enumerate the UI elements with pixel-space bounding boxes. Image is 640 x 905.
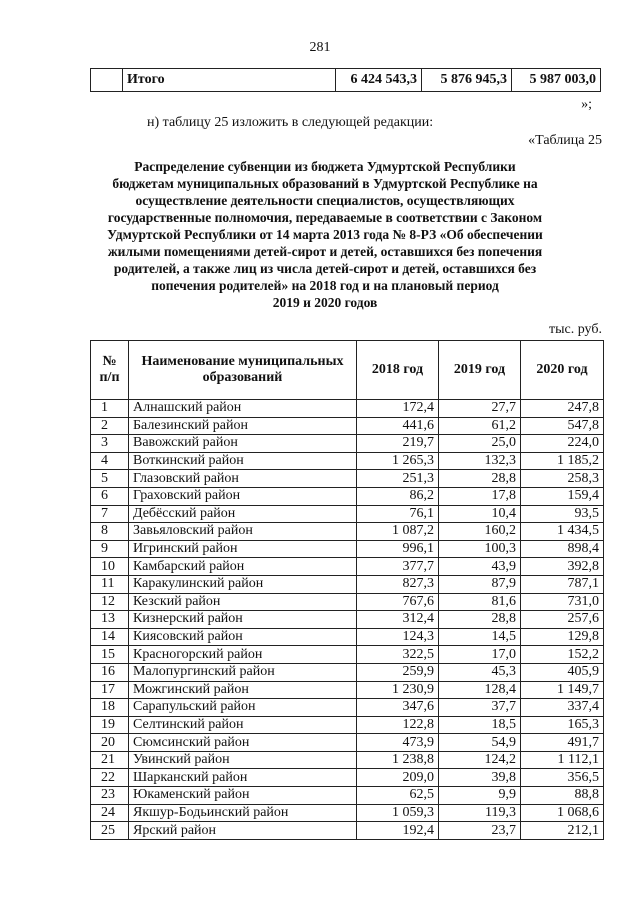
heading-line: родителей, а также лиц из числа детей-сирот и детей, оставшихся без [113, 261, 537, 276]
row-number: 17 [91, 681, 129, 699]
heading-line: бюджетам муниципальных образований в Удмуртской Республике на [112, 176, 538, 191]
row-2019: 87,9 [439, 575, 521, 593]
row-2020: 152,2 [521, 646, 604, 664]
row-number: 24 [91, 804, 129, 822]
row-2020: 212,1 [521, 822, 604, 840]
row-2018: 347,6 [357, 699, 439, 717]
row-2019: 54,9 [439, 734, 521, 752]
table-row [91, 470, 604, 488]
row-2019: 119,3 [439, 804, 521, 822]
heading-line: жилыми помещениями детей-сирот и детей, оставшихся без попечения [107, 244, 543, 259]
row-2018: 122,8 [357, 716, 439, 734]
row-2019: 17,0 [439, 646, 521, 664]
table-row [91, 487, 604, 505]
units-label: тыс. руб. [549, 322, 602, 337]
table-row [91, 558, 604, 576]
intro-text: н) таблицу 25 изложить в следующей редакции: [147, 115, 434, 130]
row-2019: 9,9 [439, 787, 521, 805]
row-number: 23 [91, 787, 129, 805]
row-2018: 259,9 [357, 663, 439, 681]
row-number: 1 [91, 400, 129, 418]
row-number: 22 [91, 769, 129, 787]
row-municipality: Киясовский район [129, 628, 357, 646]
row-2020: 787,1 [521, 575, 604, 593]
header-2019: 2019 год [439, 341, 521, 400]
row-2020: 337,4 [521, 699, 604, 717]
row-municipality: Малопургинский район [129, 663, 357, 681]
subvention-table [90, 340, 604, 840]
row-2019: 132,3 [439, 452, 521, 470]
row-2019: 128,4 [439, 681, 521, 699]
row-2019: 43,9 [439, 558, 521, 576]
header-name: Наименование муниципальных образований [129, 341, 357, 400]
row-municipality: Вавожский район [129, 435, 357, 453]
row-2018: 312,4 [357, 611, 439, 629]
row-2020: 88,8 [521, 787, 604, 805]
row-2019: 28,8 [439, 611, 521, 629]
row-2020: 491,7 [521, 734, 604, 752]
table-row [91, 734, 604, 752]
row-number: 19 [91, 716, 129, 734]
row-2018: 209,0 [357, 769, 439, 787]
row-2018: 827,3 [357, 575, 439, 593]
row-number: 10 [91, 558, 129, 576]
row-2018: 377,7 [357, 558, 439, 576]
row-2020: 93,5 [521, 505, 604, 523]
table-row [91, 646, 604, 664]
row-municipality: Шарканский район [129, 769, 357, 787]
total-2019: 5 876 945,3 [422, 69, 512, 92]
header-2020: 2020 год [521, 341, 604, 400]
row-2020: 1 149,7 [521, 681, 604, 699]
row-2018: 1 265,3 [357, 452, 439, 470]
row-2020: 547,8 [521, 417, 604, 435]
row-2019: 100,3 [439, 540, 521, 558]
row-2020: 392,8 [521, 558, 604, 576]
heading-line: Удмуртской Республики от 14 марта 2013 года № 8-РЗ «Об обеспечении [107, 227, 543, 242]
table-row [91, 452, 604, 470]
row-number: 6 [91, 487, 129, 505]
table-reference: «Таблица 25 [528, 133, 602, 148]
row-municipality: Якшур-Бодьинский район [129, 804, 357, 822]
row-2019: 18,5 [439, 716, 521, 734]
row-municipality: Кезский район [129, 593, 357, 611]
row-municipality: Селтинский район [129, 716, 357, 734]
row-2018: 1 238,8 [357, 751, 439, 769]
total-label: Итого [123, 69, 336, 92]
row-number: 5 [91, 470, 129, 488]
row-municipality: Сарапульский район [129, 699, 357, 717]
table-row [91, 787, 604, 805]
row-municipality: Каракулинский район [129, 575, 357, 593]
row-2020: 356,5 [521, 769, 604, 787]
heading-line: попечения родителей» на 2018 год и на плановый период [151, 278, 499, 293]
table-row [91, 716, 604, 734]
table-row [91, 575, 604, 593]
row-number: 12 [91, 593, 129, 611]
heading-line: 2019 и 2020 годов [272, 295, 378, 310]
row-number: 20 [91, 734, 129, 752]
row-2018: 124,3 [357, 628, 439, 646]
row-municipality: Камбарский район [129, 558, 357, 576]
row-municipality: Граховский район [129, 487, 357, 505]
row-2019: 27,7 [439, 400, 521, 418]
row-2019: 14,5 [439, 628, 521, 646]
row-municipality: Глазовский район [129, 470, 357, 488]
header-num: № п/п [91, 341, 129, 400]
row-2019: 17,8 [439, 487, 521, 505]
row-2020: 258,3 [521, 470, 604, 488]
row-number: 21 [91, 751, 129, 769]
row-2018: 86,2 [357, 487, 439, 505]
page-number: 281 [309, 40, 331, 55]
table-row [91, 523, 604, 541]
row-2019: 124,2 [439, 751, 521, 769]
table-heading [100, 158, 550, 311]
row-2019: 37,7 [439, 699, 521, 717]
row-2019: 81,6 [439, 593, 521, 611]
row-2020: 731,0 [521, 593, 604, 611]
row-number: 9 [91, 540, 129, 558]
row-municipality: Игринский район [129, 540, 357, 558]
previous-table-total [90, 68, 601, 92]
table-row [91, 699, 604, 717]
row-municipality: Воткинский район [129, 452, 357, 470]
row-municipality: Алнашский район [129, 400, 357, 418]
row-2018: 1 230,9 [357, 681, 439, 699]
row-number: 7 [91, 505, 129, 523]
row-2020: 1 434,5 [521, 523, 604, 541]
row-municipality: Завьяловский район [129, 523, 357, 541]
row-2020: 224,0 [521, 435, 604, 453]
table-row [91, 751, 604, 769]
table-row [91, 505, 604, 523]
row-municipality: Дебёсский район [129, 505, 357, 523]
total-empty-cell [91, 69, 123, 92]
table-row [91, 611, 604, 629]
row-number: 13 [91, 611, 129, 629]
row-2018: 192,4 [357, 822, 439, 840]
heading-line: Распределение субвенции из бюджета Удмуртской Республики [134, 159, 516, 174]
table-row [91, 540, 604, 558]
row-2018: 322,5 [357, 646, 439, 664]
row-municipality: Увинский район [129, 751, 357, 769]
table-row [91, 593, 604, 611]
row-2020: 1 068,6 [521, 804, 604, 822]
heading-line: государственные полномочия, передаваемые в соответствии с Законом [107, 210, 543, 225]
row-municipality: Кизнерский район [129, 611, 357, 629]
table-row [91, 769, 604, 787]
row-2018: 172,4 [357, 400, 439, 418]
table-row [91, 628, 604, 646]
header-2018: 2018 год [357, 341, 439, 400]
table-row [91, 822, 604, 840]
heading-line: осуществление деятельности специалистов, осуществляющих [135, 193, 515, 208]
row-2019: 28,8 [439, 470, 521, 488]
row-2019: 45,3 [439, 663, 521, 681]
row-2018: 219,7 [357, 435, 439, 453]
table-row [91, 435, 604, 453]
row-2019: 39,8 [439, 769, 521, 787]
row-municipality: Сюмсинский район [129, 734, 357, 752]
row-number: 25 [91, 822, 129, 840]
row-municipality: Ярский район [129, 822, 357, 840]
row-number: 14 [91, 628, 129, 646]
row-2019: 160,2 [439, 523, 521, 541]
row-2018: 76,1 [357, 505, 439, 523]
row-number: 2 [91, 417, 129, 435]
row-2020: 159,4 [521, 487, 604, 505]
table-row [91, 417, 604, 435]
row-2020: 1 185,2 [521, 452, 604, 470]
row-number: 4 [91, 452, 129, 470]
row-municipality: Юкаменский район [129, 787, 357, 805]
row-number: 11 [91, 575, 129, 593]
row-number: 15 [91, 646, 129, 664]
total-2020: 5 987 003,0 [512, 69, 601, 92]
row-2020: 1 112,1 [521, 751, 604, 769]
row-2019: 25,0 [439, 435, 521, 453]
quote-close: »; [581, 97, 592, 112]
row-2019: 23,7 [439, 822, 521, 840]
row-municipality: Красногорский район [129, 646, 357, 664]
row-2018: 473,9 [357, 734, 439, 752]
row-2020: 165,3 [521, 716, 604, 734]
table-row [91, 663, 604, 681]
row-2020: 405,9 [521, 663, 604, 681]
total-2018: 6 424 543,3 [336, 69, 422, 92]
row-2018: 996,1 [357, 540, 439, 558]
table-row [91, 681, 604, 699]
row-number: 8 [91, 523, 129, 541]
row-2019: 10,4 [439, 505, 521, 523]
row-2018: 1 087,2 [357, 523, 439, 541]
row-2018: 1 059,3 [357, 804, 439, 822]
table-row [91, 400, 604, 418]
row-number: 18 [91, 699, 129, 717]
row-2018: 251,3 [357, 470, 439, 488]
row-2020: 898,4 [521, 540, 604, 558]
row-2019: 61,2 [439, 417, 521, 435]
row-2018: 767,6 [357, 593, 439, 611]
row-municipality: Можгинский район [129, 681, 357, 699]
row-2020: 247,8 [521, 400, 604, 418]
row-municipality: Балезинский район [129, 417, 357, 435]
row-2020: 129,8 [521, 628, 604, 646]
row-number: 16 [91, 663, 129, 681]
row-number: 3 [91, 435, 129, 453]
row-2018: 441,6 [357, 417, 439, 435]
header-row [91, 341, 604, 400]
row-2020: 257,6 [521, 611, 604, 629]
table-row [91, 804, 604, 822]
total-row [91, 69, 601, 92]
row-2018: 62,5 [357, 787, 439, 805]
